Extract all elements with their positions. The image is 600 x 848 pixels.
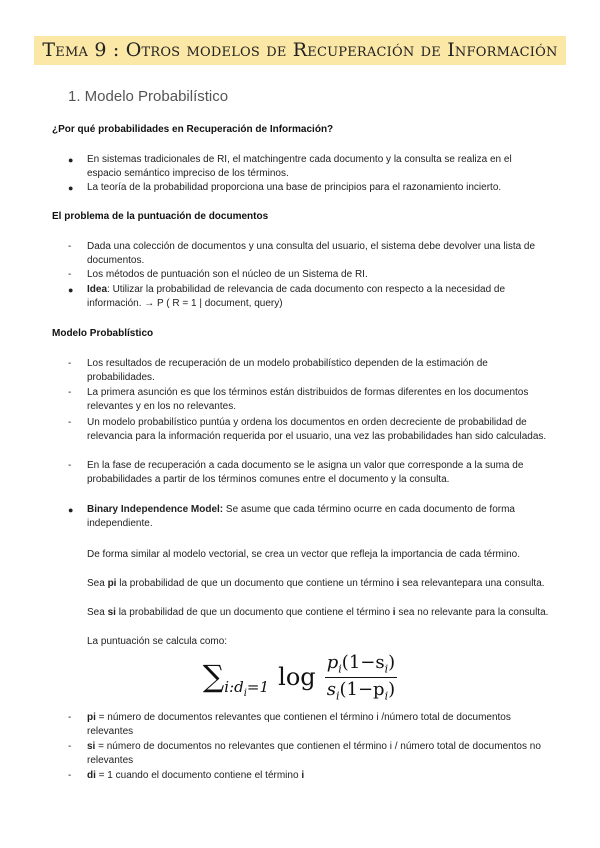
idea-text	[87, 283, 548, 311]
dash-marker: -	[68, 741, 72, 752]
bullet-item	[68, 153, 548, 181]
para-score: La puntuación se calcula como:	[87, 636, 228, 647]
dash-marker: -	[68, 712, 72, 723]
dash-marker: -	[68, 241, 72, 252]
dash-text: Los resultados de recuperación de un modelo probabilístico dependen de la estimación de probabilidades.	[87, 358, 488, 383]
bullet-text: La teoría de la probabilidad proporciona una base de principios para el razonamiento incierto.	[87, 182, 502, 193]
score-formula	[0, 652, 600, 702]
para-si-symbol: si	[107, 607, 116, 618]
def-term: i	[301, 770, 305, 781]
dash-marker: -	[68, 269, 72, 280]
def-item	[68, 711, 548, 739]
para-pi-pre: Sea	[87, 578, 108, 589]
def-text	[87, 740, 548, 768]
fraction-denominator: $s_i(1-p_i)$	[326, 678, 396, 703]
dash-marker: -	[68, 770, 72, 781]
section-heading-probabilistic: 1. Modelo Probabilístico	[68, 88, 229, 105]
dash-marker: -	[68, 417, 72, 428]
para-si-post: sea no relevante para la consulta.	[395, 607, 549, 618]
dash-text: Dada una colección de documentos y una consulta del usuario, el sistema debe devolver una lista de documentos.	[87, 241, 536, 266]
bullet-icon: ●	[68, 505, 74, 515]
para-si-term: i	[392, 607, 396, 618]
dash-text: En la fase de recuperación a cada documento se le asigna un valor que corresponde a la suma de probabilidades a partir de los términos comunes entre el documento y la consulta.	[87, 460, 524, 485]
para-si-pre: Sea	[87, 607, 108, 618]
bim-text	[87, 503, 548, 531]
dash-text: Los métodos de puntuación son el núcleo de un Sistema de RI.	[87, 269, 368, 280]
def-label: si	[87, 741, 96, 752]
page-title: Tema 9 : Otros modelos de Recuperación de Información	[34, 36, 565, 65]
dash-marker: -	[68, 358, 72, 369]
formula-fraction	[325, 652, 397, 702]
heading-probabilistic-model: Modelo Probablístico	[52, 328, 154, 339]
def-body: = número de documentos relevantes que contienen el término i /número total de documentos relevantes	[87, 712, 511, 737]
dash-text: La primera asunción es que los términos están distribuidos de formas diferentes en los documentos relevantes y en los no relevantes.	[87, 387, 529, 412]
dash-item	[68, 268, 548, 282]
log-symbol: log	[278, 663, 316, 692]
def-item	[68, 769, 548, 783]
dash-marker: -	[68, 460, 72, 471]
dash-item	[68, 240, 548, 268]
para-pi-mid: la probabilidad de que un documento que contiene un término	[116, 578, 397, 589]
heading-why-probabilities: ¿Por qué probabilidades en Recuperación de Información?	[52, 124, 334, 135]
para-vector: De forma similar al modelo vectorial, se crea un vector que refleja la importancia de cada término.	[87, 549, 520, 560]
para-si-mid: la probabilidad de que un documento que contiene el término	[115, 607, 393, 618]
bullet-icon: ●	[68, 155, 74, 165]
dash-item	[68, 416, 548, 444]
bullet-icon: ●	[68, 285, 74, 295]
fraction-numerator: $p_i(1-s_i)$	[326, 652, 396, 676]
title-wrap	[0, 36, 600, 65]
idea-label: Idea	[87, 284, 108, 295]
para-pi-term: i	[396, 578, 400, 589]
bullet-text: En sistemas tradicionales de RI, el matchingentre cada documento y la consulta se realiza en el espacio semántico impreciso de los términos.	[87, 154, 512, 179]
sum-subscript: $i:d_i=1$	[224, 677, 270, 699]
bullet-icon: ●	[68, 183, 74, 193]
idea-item	[68, 283, 548, 311]
bim-item	[68, 503, 548, 531]
def-text	[87, 769, 548, 783]
idea-body: : Utilizar la probabilidad de relevancia de cada documento con respecto a la necesidad de información. → P ( R = 1 | document, query)	[87, 284, 506, 309]
para-pi-post: sea relevantepara una consulta.	[399, 578, 545, 589]
def-label: pi	[87, 712, 96, 723]
para-pi	[87, 577, 549, 591]
dash-item	[68, 386, 548, 414]
bim-label: Binary Independence Model:	[87, 504, 224, 515]
dash-text: Un modelo probabilístico puntúa y ordena los documentos en orden decreciente de probabilidad de relevancia para la información requerida por el usuario, una vez las probabilidades han sido calculadas.	[87, 417, 547, 442]
dash-item	[68, 357, 548, 385]
para-si	[87, 606, 549, 620]
def-body: = 1 cuando el documento contiene el término	[95, 770, 302, 781]
bullet-item	[68, 181, 548, 195]
def-label: di	[87, 770, 96, 781]
dash-marker: -	[68, 387, 72, 398]
def-item	[68, 740, 548, 768]
sum-symbol: ∑	[202, 659, 225, 695]
bim-body: Se asume que cada término ocurre en cada documento de forma independiente.	[87, 504, 515, 529]
dash-item	[68, 459, 548, 487]
para-pi-symbol: pi	[107, 578, 117, 589]
def-body: = número de documentos no relevantes que contienen el término i / número total de documentos no relevantes	[87, 741, 541, 766]
def-text	[87, 711, 548, 739]
heading-scoring-problem: El problema de la puntuación de documentos	[52, 211, 269, 222]
